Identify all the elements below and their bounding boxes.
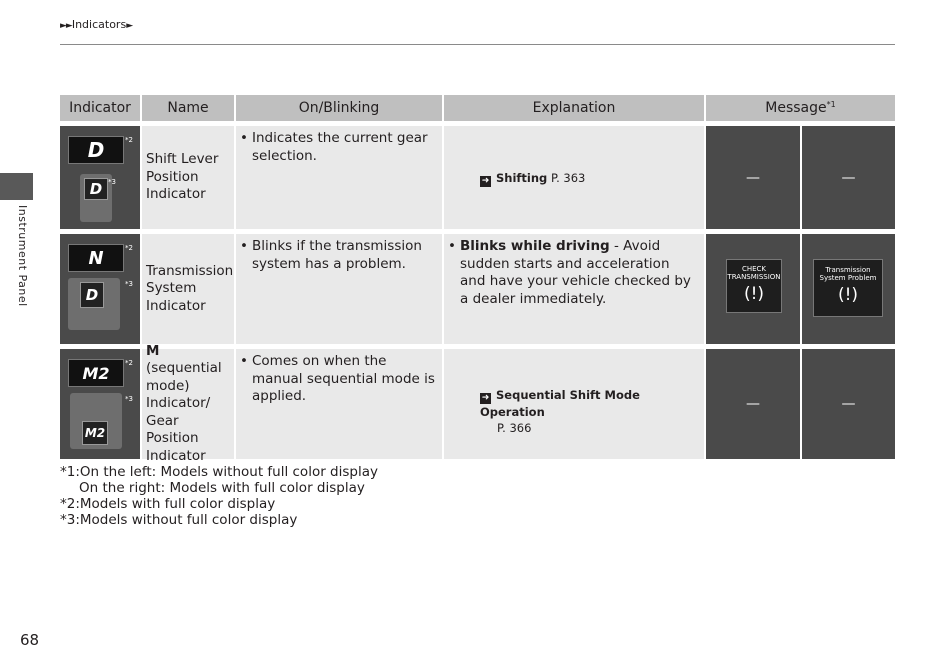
shift-lever-icon: M2 [70,393,122,449]
footnote: *3:Models without full color display [60,512,298,528]
section-label: Instrument Panel [16,205,29,307]
on-blinking-text: Indicates the current gear selection. [252,130,428,164]
indicator-name: Transmission System Indicator [142,234,234,344]
col-header-on-blinking: On/Blinking [236,95,442,121]
message-left: — [706,349,800,459]
gear-warning-icon: (!) [837,285,859,305]
breadcrumb-arrow-icon: ►► [60,21,72,31]
breadcrumb-title[interactable]: Indicators [71,18,127,31]
footnote: On the right: Models with full color display [79,480,365,496]
cross-reference-link[interactable]: ➜ Sequential Shift Mode Operation P. 366 [480,388,640,435]
header-divider [60,44,895,45]
arrow-icon: ➜ [481,393,490,403]
on-blinking-cell: • Comes on when the manual sequential mode is applied. [236,349,442,459]
arrow-icon: ➜ [481,176,490,186]
on-blinking-cell: • Blinks if the transmission system has a problem. [236,234,442,344]
shift-lever-icon: D [68,278,120,330]
breadcrumb-arrow-icon: ► [126,21,133,31]
indicator-image-transmission: N *2 D *3 [60,234,140,344]
explanation-text: Blinks while driving - Avoid sudden starts and acceleration and have your vehicle checked by a dealer immediately. [460,238,691,307]
transmission-problem-message: Transmission System Problem (!) [813,259,883,317]
section-tab[interactable] [0,173,33,200]
footnote: *1:On the left: Models without full color display [60,464,378,480]
message-right [802,234,895,344]
explanation-cell: • Blinks while driving - Avoid sudden starts and acceleration and have your vehicle checked by a dealer immediately. [444,234,704,344]
indicator-image-sequential: M2 *2 M2 *3 [60,349,140,459]
gear-display: M2 [68,359,124,387]
message-right: — [802,126,895,229]
footnote: *2:Models with full color display [60,496,276,512]
indicator-name: M (sequential mode) Indicator/ Gear Position Indicator [142,349,234,459]
col-header-message: Message $^{*1}$ [706,95,895,121]
transmission-display: N [68,244,124,272]
explanation-cell [444,126,704,229]
breadcrumb [60,18,132,31]
col-header-indicator: Indicator [60,95,140,121]
indicator-image-shift-lever: D *2 D *3 [60,126,140,229]
page-number: 68 [20,631,40,649]
gear-display: D [68,136,124,164]
shift-lever-icon: D [80,174,112,222]
indicator-name: Shift Lever Position Indicator [142,126,234,229]
footnote-ref: *1 [826,99,836,109]
on-blinking-text: Blinks if the transmission system has a problem. [252,238,422,272]
message-right: — [802,349,895,459]
message-left: — [706,126,800,229]
gear-warning-icon: (!) [743,284,765,304]
check-transmission-message: CHECK TRANSMISSION (!) [726,259,782,313]
on-blinking-text: Comes on when the manual sequential mode is applied. [252,353,435,404]
cross-reference-link[interactable]: ➜ Shifting P. 363 [481,171,586,186]
explanation-cell [444,349,704,459]
message-left [706,234,800,344]
col-header-explanation: Explanation [444,95,704,121]
footnotes [60,464,378,528]
on-blinking-cell: • Indicates the current gear selection. [236,126,442,229]
col-header-name: Name [142,95,234,121]
